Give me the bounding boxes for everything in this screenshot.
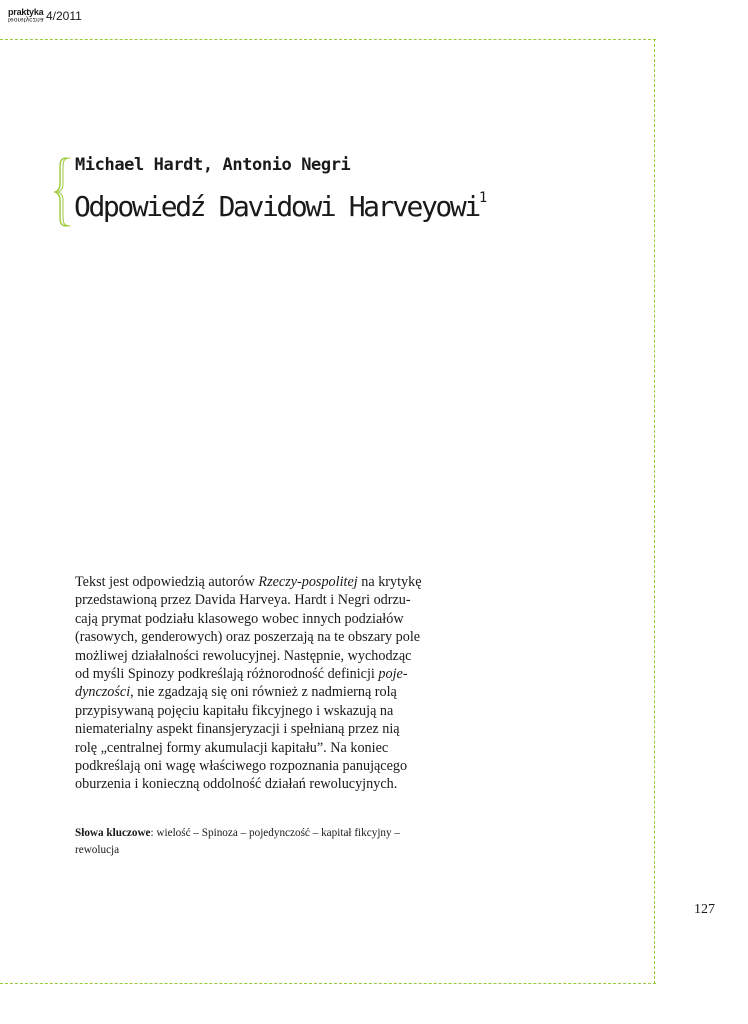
abstract-line (75, 775, 455, 793)
frame-right-border (654, 39, 655, 984)
journal-masthead (6, 7, 106, 27)
article-authors: Michael Hardt, Antonio Negri (75, 155, 351, 175)
abstract-text: niematerialny aspekt finansjeryzacji i spełnianą przez nią (75, 721, 400, 738)
abstract-text: cają prymat podziału klasowego wobec innych podziałów (75, 610, 404, 627)
abstract-line (75, 591, 455, 609)
abstract-italic-text: dynczości (75, 684, 131, 701)
abstract-text: rolę „centralnej formy akumulacji kapitału”. Na koniec (75, 739, 389, 756)
abstract-paragraph (75, 573, 455, 794)
abstract-italic-text: Rzeczy-pospolitej (258, 574, 358, 590)
keywords-list-part-1: wielość – Spinoza – pojedynczość – kapitał fikcyjny – (153, 827, 401, 839)
abstract-line (75, 647, 455, 665)
abstract-line (75, 665, 455, 683)
abstract-line (75, 683, 455, 701)
keywords-block (75, 825, 455, 859)
frame-bottom-border (0, 983, 656, 984)
abstract-text: oburzenia i konieczną oddolność działań rewolucyjnych. (75, 776, 398, 793)
abstract-text: na krytykę (357, 574, 422, 590)
article-title-text: Odpowiedź Davidowi Harveyowi (74, 190, 479, 223)
keywords-separator: : (150, 827, 154, 839)
frame-top-border (0, 39, 656, 40)
abstract-line (75, 757, 455, 775)
abstract-line (75, 573, 455, 591)
abstract-italic-text: poje- (378, 666, 408, 683)
abstract-text: Tekst jest odpowiedzią autorów (75, 574, 259, 590)
abstract-line (75, 610, 455, 628)
journal-name: praktyka (8, 7, 44, 17)
abstract-line (75, 720, 455, 738)
abstract-text: przypisywaną pojęciu kapitału fikcyjnego i wskazują na (75, 702, 394, 719)
abstract-text: podkreślają oni wagę właściwego rozpoznania panującego (75, 758, 408, 775)
keywords-line-2: rewolucja (75, 844, 120, 856)
footnote-mark: 1 (478, 189, 488, 206)
abstract-text: (rasowych, genderowych) oraz poszerzają na te obszary pole (75, 629, 421, 646)
curly-brace-ornament (52, 156, 72, 228)
journal-subtitle: teoretyczna (8, 16, 44, 23)
abstract-line (75, 628, 455, 646)
abstract-text: przedstawioną przez Davida Harveya. Hardt i Negri odrzu- (75, 592, 411, 609)
abstract-line (75, 702, 455, 720)
keywords-label: Słowa kluczowe (75, 827, 151, 839)
abstract-line (75, 739, 455, 757)
page-number: 127 (694, 902, 715, 917)
journal-issue: 4/2011 (46, 9, 82, 23)
abstract-text: , nie zgadzają się oni również z nadmierną rolą (130, 684, 397, 701)
abstract-text: od myśli Spinozy podkreślają różnorodność definicji (75, 666, 379, 683)
abstract-text: możliwej działalności rewolucyjnej. Następnie, wychodząc (75, 647, 412, 664)
article-title (74, 190, 487, 223)
keywords-line-1 (75, 825, 455, 842)
